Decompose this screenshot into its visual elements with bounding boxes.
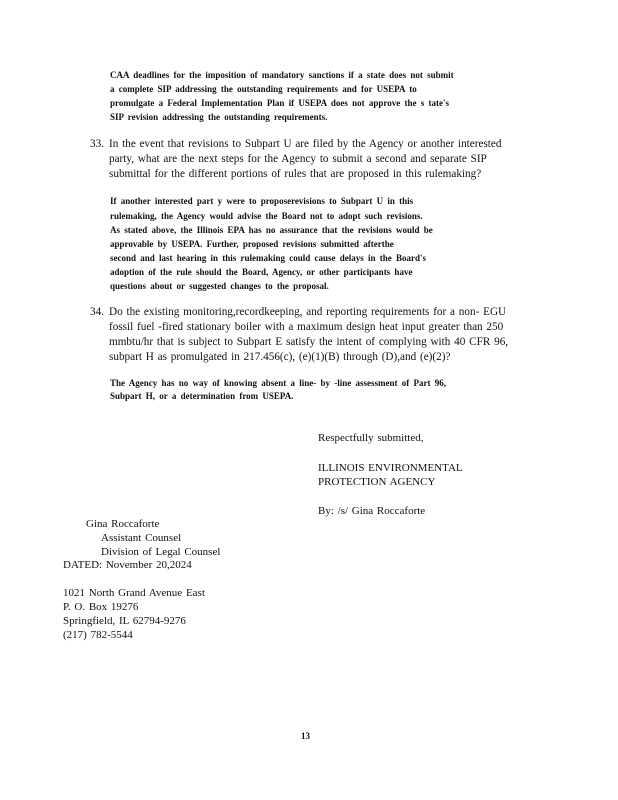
question-line: fossil fuel -fired stationary boiler with a maximum design heat input greater than 250 [109,321,504,333]
question-line: submittal for the different portions of rules that are proposed in this rulemaking? [109,168,482,180]
question-line: mmbtu/hr that is subject to Subpart E satisfy the intent of complying with 40 CFR 96, [109,336,509,348]
counsel-division: Division of Legal Counsel [101,546,221,558]
counsel-name: Gina Roccaforte [86,518,160,530]
answer-line: SIP revision addressing the outstanding requirements. [110,112,328,122]
answer-line: adoption of the rule should the Board, Agency, or other participants have [110,267,413,277]
question-line: subpart H as promulgated in 217.456(c), (e)(1)(B) through (D),and (e)(2)? [109,351,451,363]
answer-line: approvable by USEPA. Further, proposed revisions submitted afterthe [110,239,394,249]
answer-line: questions about or suggested changes to the proposal. [110,281,329,291]
answer-line: rulemaking, the Agency would advise the Board not to adopt such revisions. [110,211,423,221]
question-line: Do the existing monitoring,recordkeeping, and reporting requirements for a non- EGU [109,306,507,318]
answer-line: second and last hearing in this rulemaking could cause delays in the Board's [110,253,427,263]
question-line: party, what are the next steps for the Agency to submit a second and separate SIP [109,153,487,165]
agency-name-line2: PROTECTION AGENCY [318,476,436,488]
address-city: Springfield, IL 62794-9276 [63,615,186,627]
dated-line: DATED: November 20,2024 [63,559,192,571]
page-number: 13 [301,731,310,741]
address-phone: (217) 782-5544 [63,629,133,641]
question-number: 33. [90,138,104,150]
answer-line: If another interested part y were to proposerevisions to Subpart U in this [110,196,414,206]
answer-line: promulgate a Federal Implementation Plan if USEPA does not approve the s tate's [110,98,449,108]
respectfully-submitted: Respectfully submitted, [318,432,424,444]
question-line: In the event that revisions to Subpart U are filed by the Agency or another interested [109,138,502,150]
answer-line: CAA deadlines for the imposition of mandatory sanctions if a state does not submit [110,70,454,80]
question-number: 34. [90,306,104,318]
answer-line: Subpart H, or a determination from USEPA. [110,391,294,401]
answer-line: As stated above, the Illinois EPA has no assurance that the revisions would be [110,225,433,235]
answer-line: a complete SIP addressing the outstanding requirements and for USEPA to [110,84,417,94]
address-po-box: P. O. Box 19276 [63,601,139,613]
signature-by: By: /s/ Gina Roccaforte [318,505,426,517]
answer-line: The Agency has no way of knowing absent a line- by -line assessment of Part 96, [110,378,447,388]
agency-name-line1: ILLINOIS ENVIRONMENTAL [318,462,463,474]
counsel-title: Assistant Counsel [101,532,182,544]
address-street: 1021 North Grand Avenue East [63,587,205,599]
